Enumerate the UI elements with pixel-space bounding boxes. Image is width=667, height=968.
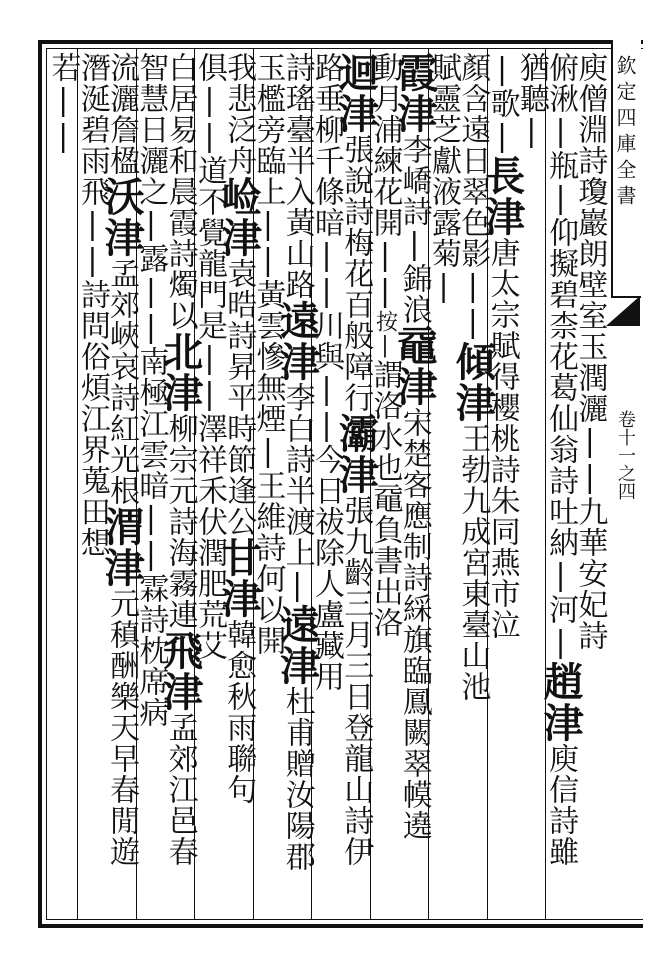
book-title: 欽定四庫全書 bbox=[613, 55, 637, 211]
headword-char: 津 bbox=[537, 702, 585, 743]
text-segment: 俯湫|瓶|仰擬碧柰花葛仙翁詩吐納|河| bbox=[543, 52, 579, 661]
text-segment: 詩問俗煩江界蒐田想 bbox=[74, 279, 110, 558]
headword-char: 趙 bbox=[537, 661, 585, 702]
text-column bbox=[39, 52, 87, 912]
text-segment: 玉檻旁臨上| bbox=[250, 52, 286, 243]
text-segment: 同燕市泣 bbox=[484, 516, 520, 640]
headword-char: 津 bbox=[390, 93, 438, 134]
text-segment: 宋楚客應制詩綵旗臨鳳闕翠幙遶 bbox=[396, 407, 432, 841]
text-segment: 王勃九成宮東臺山池 bbox=[455, 423, 491, 702]
headword-char: 津 bbox=[156, 671, 204, 712]
headword-char: 霞 bbox=[390, 52, 438, 93]
text-segment: 霖詩枕席病 bbox=[133, 573, 169, 728]
text-segment: 李白詩半渡上| bbox=[279, 382, 315, 604]
text-segment: 動月浦練花開|| bbox=[367, 52, 403, 310]
text-segment: 南極江雲暗|| bbox=[133, 346, 169, 573]
headword-char: 遠 bbox=[273, 300, 321, 341]
headword-char: 津 bbox=[478, 196, 526, 237]
text-segment: 唐太宗賦得櫻桃詩朱 bbox=[484, 237, 520, 516]
headword-char: 北 bbox=[156, 331, 204, 372]
headword-char: 津 bbox=[273, 645, 321, 686]
headword-char: 傾 bbox=[449, 341, 497, 382]
text-segment: 柳宗元詩海霧連 bbox=[162, 413, 198, 630]
text-segment: 孟郊江邑春 bbox=[162, 712, 198, 867]
text-segment: 澤祥禾伏潤肥荒艾 bbox=[191, 413, 227, 661]
text-segment: 顏含遠日翠色影|| bbox=[455, 52, 491, 341]
text-segment: 孟郊峽哀詩紅光根 bbox=[104, 258, 140, 506]
text-segment: 李嶠詩|錦浪 bbox=[396, 134, 432, 325]
text-segment: 若|| bbox=[45, 52, 81, 155]
headword-char: 渭 bbox=[98, 506, 146, 547]
text-segment: 我悲泛舟 bbox=[221, 52, 257, 176]
text-segment: 賦靈芝獻液露菊| bbox=[426, 52, 462, 305]
juan-number: 卷十一之四 bbox=[615, 410, 636, 500]
text-segment: 路垂柳千條暗|| bbox=[309, 52, 344, 310]
text-segment: 詩瑤臺半入黃山路 bbox=[279, 52, 315, 300]
text-segment: 按| bbox=[372, 310, 398, 359]
headword-char: 津 bbox=[332, 93, 380, 134]
text-segment: 道不覺龍門是|| bbox=[191, 155, 227, 413]
headword-char: 迴 bbox=[332, 52, 380, 93]
headword-char: 遠 bbox=[273, 604, 321, 645]
headword-char: 沃 bbox=[98, 176, 146, 217]
headword-char: 津 bbox=[98, 217, 146, 258]
text-segment: 張說詩梅花百般障行 bbox=[338, 134, 374, 413]
text-segment: 張九齡三月三日登龍山詩伊 bbox=[338, 495, 374, 867]
text-segment: 潛涎碧雨飛|| bbox=[74, 52, 110, 279]
text-segment: 元稹酬樂天早春閒遊 bbox=[104, 588, 140, 867]
headword-char: 崄 bbox=[215, 176, 263, 217]
headword-char: 黿 bbox=[390, 325, 438, 366]
headword-char: 津 bbox=[98, 547, 146, 588]
text-segment: 庾信詩雖 bbox=[543, 743, 579, 867]
headword-char: 飛 bbox=[156, 630, 204, 671]
text-segment: 川與||今日祓除人盧藏用 bbox=[309, 310, 344, 692]
headword-char: 津 bbox=[390, 366, 438, 407]
headword-char: 津 bbox=[215, 578, 263, 619]
text-segment: 袁晧詩昇平時節逢公 bbox=[221, 258, 257, 537]
text-segment: 杜甫贈汝陽郡 bbox=[279, 686, 315, 872]
text-segment: 白居易和晨霞詩燭以 bbox=[162, 52, 198, 331]
headword-char: 津 bbox=[449, 382, 497, 423]
text-segment: ||九華安妃詩 bbox=[572, 424, 608, 651]
text-segment: 智慧日灑之|露|| bbox=[133, 52, 169, 346]
headword-char: 津 bbox=[273, 341, 321, 382]
text-segment: 流灑詹楹 bbox=[104, 52, 140, 176]
text-segment: 謂洛水也黿負書出洛 bbox=[367, 359, 403, 638]
headword-char: 津 bbox=[332, 454, 380, 495]
text-segment: 俱|| bbox=[191, 52, 227, 155]
headword-char: 津 bbox=[156, 372, 204, 413]
text-segment: 王維詩何以開 bbox=[250, 470, 286, 656]
headword-char: 甘 bbox=[215, 537, 263, 578]
text-segment: 庾僧淵詩瓊巖朗壁室玉潤灑 bbox=[572, 52, 608, 424]
headword-char: 長 bbox=[478, 155, 526, 196]
text-segment: 韓愈秋雨聯句 bbox=[221, 619, 257, 805]
text-segment: 猶聽| bbox=[513, 52, 549, 150]
headword-char: 津 bbox=[215, 217, 263, 258]
text-segment: |黃雲慘無煙| bbox=[250, 243, 286, 470]
headword-char: 灞 bbox=[332, 413, 380, 454]
text-segment: |歌| bbox=[484, 52, 520, 155]
